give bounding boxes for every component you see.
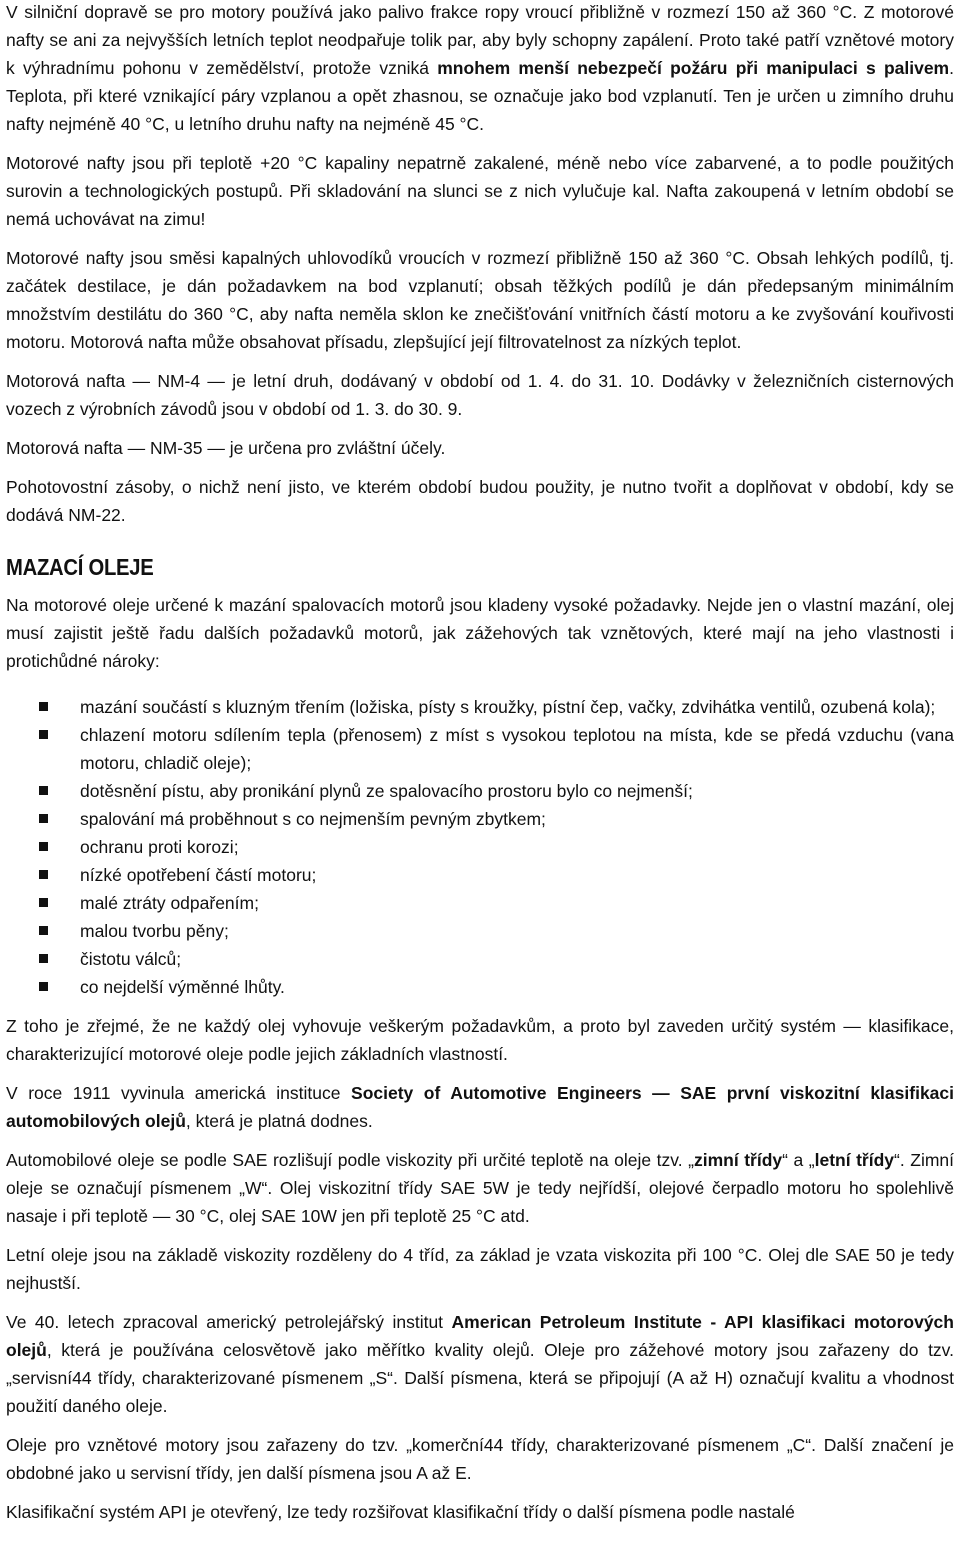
paragraph-diesel-composition: Motorové nafty jsou směsi kapalných uhlovodíků vroucích v rozmezí přibližně 150 až 360 °C. Obsah lehkých podílů, tj. začátek destilace, je dán požadavkem na bod vzplanutí; obsah těžkých podílů je dán předepsaným minimálním množstvím destilátu do 360 °C, aby nafta neměla sklon ke znečišťování vnitřních částí motoru a ke zvyšování kouřivosti motoru. Motorová nafta může obsahovat přísadu, zlepšující její filtrovatelnost za nízkých teplot. xyxy=(6,248,954,352)
requirements-list xyxy=(6,693,954,1001)
list-item xyxy=(6,861,954,889)
paragraph-nm4: Motorová nafta — NM-4 — je letní druh, dodávaný v období od 1. 4. do 31. 10. Dodávky v železničních cisternových vozech z výrobních závodů jsou v období od 1. 3. do 30. 9. xyxy=(6,371,954,419)
paragraph-classification-intro: Z toho je zřejmé, že ne každý olej vyhovuje veškerým požadavkům, a proto byl zaveden určitý systém — klasifikace, charakterizující motorové oleje podle jejich základních vlastností. xyxy=(6,1016,954,1064)
bullet-square-icon xyxy=(39,954,48,963)
text-run: , která je používána celosvětově jako měřítko kvality olejů. Oleje pro zážehové motory jsou zařazeny do tzv. „servisní44 třídy, charakterizované písmenem „S“. Další písmena, která se připojují (A až H) označují kvalitu a vhodnost použití daného oleje. xyxy=(6,1340,954,1416)
bullet-square-icon xyxy=(39,786,48,795)
paragraph-api-open-system: Klasifikační systém API je otevřený, lze tedy rozšiřovat klasifikační třídy o další písmena podle nastalé xyxy=(6,1502,795,1522)
text-run: V silniční dopravě se pro motory používá jako palivo frakce ropy vroucí přibližně v rozmezí 150 až 360 °C. Z motorové nafty se ani za nejvyšších letních teplot neodpařuje tolik par, aby byly schopny zapálení. Proto také patří vznětové motory k výhradnímu pohonu v zemědělství, protože vzniká xyxy=(6,2,954,78)
text-run: “ a „ xyxy=(782,1150,815,1170)
bullet-square-icon xyxy=(39,982,48,991)
paragraph-api-history xyxy=(6,1308,954,1420)
list-item-text: ochranu proti korozi; xyxy=(80,837,239,857)
bullet-square-icon xyxy=(39,814,48,823)
bullet-square-icon xyxy=(39,730,48,739)
text-run: , která je platná dodnes. xyxy=(185,1111,373,1131)
list-item xyxy=(6,805,954,833)
text-run: . Teplota, při které vznikající páry vzplanou a opět zhasnou, se označuje jako bod vzplanutí. Ten je určen u zimního druhu nafty nejméně 40 °C, u letního druhu nafty na nejméně 45 °C. xyxy=(6,58,954,134)
bullet-square-icon xyxy=(39,870,48,879)
paragraph-api-diesel: Oleje pro vznětové motory jsou zařazeny do tzv. „komerční44 třídy, charakterizované písmenem „C“. Další značení je obdobné jako u servisní třídy, jen další písmena jsou A až E. xyxy=(6,1435,954,1483)
bold-run: letní třídy xyxy=(814,1150,895,1170)
section-heading: MAZACÍ OLEJE xyxy=(6,554,154,580)
list-item-text: spalování má proběhnout s co nejmenším pevným zbytkem; xyxy=(80,809,546,829)
text-run: Ve 40. letech zpracoval americký petrolejářský institut xyxy=(6,1312,452,1332)
list-item-text: malé ztráty odpařením; xyxy=(80,893,259,913)
list-item-text: malou tvorbu pěny; xyxy=(80,921,229,941)
paragraph-diesel-fuel xyxy=(6,0,954,138)
list-item-text: chlazení motoru sdílením tepla (přenosem) z míst s vysokou teplotou na místa, kde se předá vzduchu (vana motoru, chladič oleje); xyxy=(80,725,954,773)
paragraph-reserves: Pohotovostní zásoby, o nichž není jisto, ve kterém období budou použity, je nutno tvořit a doplňovat v období, kdy se dodává NM-22. xyxy=(6,477,954,525)
bold-run: mnohem menší nebezpečí požáru při manipulaci s palivem xyxy=(437,58,950,78)
bold-run: zimní třídy xyxy=(693,1150,783,1170)
bullet-square-icon xyxy=(39,898,48,907)
list-item xyxy=(6,973,954,1001)
paragraph-diesel-appearance: Motorové nafty jsou při teplotě +20 °C kapaliny nepatrně zakalené, méně nebo více zabarvené, a to podle použitých surovin a technologických postupů. Při skladování na slunci se z nich vylučuje kal. Nafta zakoupená v letním období se nemá uchovávat na zimu! xyxy=(6,153,954,229)
paragraph-sae-classes xyxy=(6,1146,954,1230)
list-item xyxy=(6,917,954,945)
bold-run: Society of Automotive Engineers — SAE první viskozitní klasifikaci automobilových olejů xyxy=(6,1083,955,1131)
paragraph-nm35: Motorová nafta — NM-35 — je určena pro zvláštní účely. xyxy=(6,438,446,458)
list-item-text: co nejdelší výměnné lhůty. xyxy=(80,977,285,997)
list-item xyxy=(6,833,954,861)
list-item xyxy=(6,889,954,917)
list-item-text: čistotu válců; xyxy=(80,949,182,969)
list-item-text: mazání součástí s kluzným třením (ložiska, písty s kroužky, pístní čep, vačky, zdvihátka ventilů, ozubená kola); xyxy=(80,697,936,717)
paragraph-sae-history xyxy=(6,1079,954,1135)
text-run: V roce 1911 vyvinula americká instituce xyxy=(6,1083,352,1103)
bullet-square-icon xyxy=(39,926,48,935)
paragraph-summer-oils: Letní oleje jsou na základě viskozity rozděleny do 4 tříd, za základ je vzata viskozita při 100 °C. Olej dle SAE 50 je tedy nejhustší. xyxy=(6,1245,954,1293)
list-item xyxy=(6,721,954,777)
bullet-square-icon xyxy=(39,842,48,851)
list-item xyxy=(6,693,954,721)
list-item xyxy=(6,945,954,973)
list-item xyxy=(6,777,954,805)
list-item-text: dotěsnění pístu, aby pronikání plynů ze spalovacího prostoru bylo co nejmenší; xyxy=(80,781,693,801)
bold-run: American Petroleum Institute - API klasifikaci motorových olejů xyxy=(6,1312,954,1360)
list-item-text: nízké opotřebení částí motoru; xyxy=(80,865,317,885)
text-run: “. Zimní oleje se označují písmenem „W“. Olej viskozitní třídy SAE 5W je tedy nejřídší, olejové čerpadlo motoru ho spolehlivě nasaje i při teplotě — 30 °C, olej SAE 10W jen při teplotě 25 °C atd. xyxy=(6,1150,954,1226)
text-run: Automobilové oleje se podle SAE rozlišují podle viskozity při určité teplotě na oleje tzv. „ xyxy=(6,1150,694,1170)
bullet-square-icon xyxy=(39,702,48,711)
paragraph-oil-requirements: Na motorové oleje určené k mazání spalovacích motorů jsou kladeny vysoké požadavky. Nejde jen o vlastní mazání, olej musí zajistit ještě řadu dalších požadavků motorů, jak zážehových tak vznětových, které mají na jeho vlastnosti i protichůdné nároky: xyxy=(6,595,954,671)
